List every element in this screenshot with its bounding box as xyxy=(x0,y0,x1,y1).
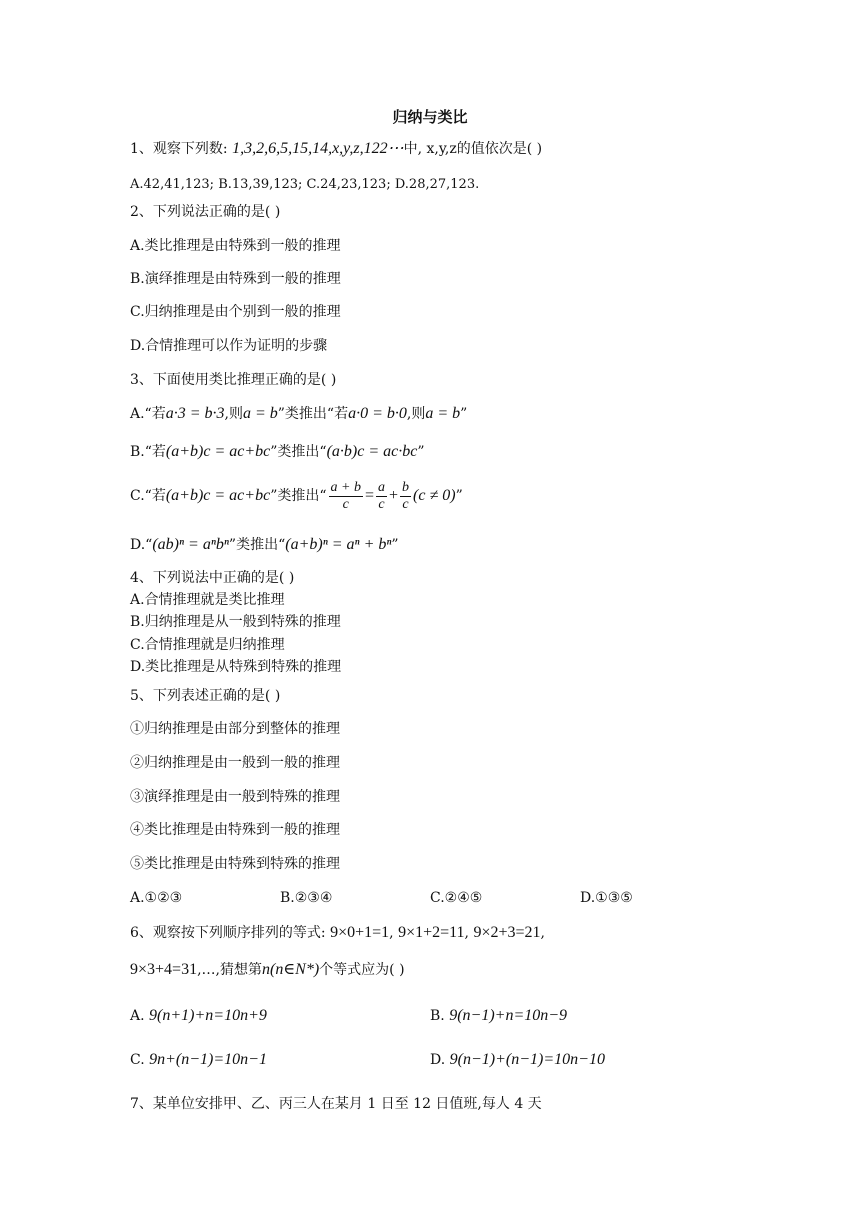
q3c-fraction-2 xyxy=(376,480,387,513)
fraction-numerator: a xyxy=(378,479,385,495)
q3c-condition: (c ≠ 0) xyxy=(413,487,456,504)
q6-text: ,…,猜想第 xyxy=(197,962,262,978)
question-4-option-d: D.类比推理是从特殊到特殊的推理 xyxy=(130,659,342,675)
question-5-option-a: A.①②③ xyxy=(130,890,183,906)
q3d-text: ”类推出“ xyxy=(228,537,286,553)
question-4-option-a: A.合情推理就是类比推理 xyxy=(130,592,285,608)
q3a-math-3: a·0 = b·0 xyxy=(348,405,407,422)
q6-option-c-math: 9n+(n−1)=10n−1 xyxy=(149,1051,267,1068)
question-2-option-a: A.类比推理是由特殊到一般的推理 xyxy=(130,238,341,254)
question-2-option-c: C.归纳推理是由个别到一般的推理 xyxy=(130,304,341,320)
question-3-option-b xyxy=(130,442,425,462)
question-5-option-c: C.②④⑤ xyxy=(430,890,483,906)
q3d-text: D.“ xyxy=(130,537,153,553)
plus-sign: + xyxy=(389,487,399,504)
q3b-text: ” xyxy=(417,444,425,460)
fraction-numerator: b xyxy=(402,479,410,495)
question-5-statement-5: ⑤类比推理是由特殊到特殊的推理 xyxy=(130,856,340,872)
q3a-math-2: a = b xyxy=(242,405,278,422)
question-6-option-d xyxy=(430,1050,605,1070)
q3a-math-4: a = b xyxy=(425,405,461,422)
q3a-text: ”类推出“若 xyxy=(277,406,349,422)
q3b-text: ”类推出“ xyxy=(270,444,327,460)
question-3-option-d xyxy=(130,535,399,555)
fraction-numerator: a + b xyxy=(330,479,361,495)
question-3-option-c xyxy=(130,478,463,514)
q6-equation-3: 9×2+3=21 xyxy=(473,924,541,941)
question-5-stem: 5、下列表述正确的是( ) xyxy=(130,688,281,704)
q6-option-a-math: 9(n+1)+n=10n+9 xyxy=(149,1007,267,1024)
q3a-text: A.“若 xyxy=(130,406,166,422)
q6-equation-4: 9×3+4=31 xyxy=(130,961,198,978)
question-2-option-d: D.合情推理可以作为证明的步骤 xyxy=(130,338,328,354)
fraction-denominator: c xyxy=(378,496,385,512)
q3c-math-1: (a+b)c = ac+bc xyxy=(165,487,271,504)
q6-option-d-math: 9(n−1)+(n−1)=10n−10 xyxy=(449,1051,605,1068)
question-6-stem-line-2 xyxy=(130,960,405,980)
q1-prefix: 1、观察下列数: xyxy=(130,141,228,157)
q3b-text: B.“若 xyxy=(130,444,166,460)
question-6-option-c xyxy=(130,1050,267,1070)
q3c-text: ” xyxy=(455,488,463,504)
question-5-statement-4: ④类比推理是由特殊到一般的推理 xyxy=(130,822,340,838)
question-5-statement-2: ②归纳推理是由一般到一般的推理 xyxy=(130,755,340,771)
question-2-option-b: B.演绎推理是由特殊到一般的推理 xyxy=(130,271,341,287)
option-label: C. xyxy=(130,1052,145,1068)
question-4-option-c: C.合情推理就是归纳推理 xyxy=(130,637,285,653)
question-4-option-b: B.归纳推理是从一般到特殊的推理 xyxy=(130,614,341,630)
q3c-text: ”类推出“ xyxy=(270,488,327,504)
question-3-option-a xyxy=(130,404,467,424)
fraction-denominator: c xyxy=(402,496,409,512)
q1-suffix: 中, x,y,z的值依次是( ) xyxy=(403,141,543,157)
page-title: 归纳与类比 xyxy=(392,108,468,126)
question-3-stem: 3、下面使用类比推理正确的是( ) xyxy=(130,372,337,388)
q6-equation-1: 9×0+1=1 xyxy=(330,924,390,941)
question-2-stem: 2、下列说法正确的是( ) xyxy=(130,204,281,220)
question-5-statement-1: ①归纳推理是由部分到整体的推理 xyxy=(130,721,340,737)
q3d-text: ” xyxy=(391,537,399,553)
q3a-math-1: a·3 = b·3 xyxy=(165,405,225,422)
fraction-denominator: c xyxy=(342,496,349,512)
q6-text: 个等式应为( ) xyxy=(319,962,405,978)
q3a-text: ” xyxy=(460,406,468,422)
q3c-fraction-1 xyxy=(329,480,363,513)
q3b-math-2: (a·b)c = ac·bc xyxy=(326,443,418,460)
question-4-stem: 4、下列说法中正确的是( ) xyxy=(130,570,295,586)
question-5-option-d: D.①③⑤ xyxy=(580,890,633,906)
question-5-option-b: B.②③④ xyxy=(280,890,333,906)
question-5-statement-3: ③演绎推理是由一般到特殊的推理 xyxy=(130,789,340,805)
q3d-math-1: (ab)ⁿ = aⁿbⁿ xyxy=(152,536,229,553)
q3b-math-1: (a+b)c = ac+bc xyxy=(165,443,271,460)
equals-sign: = xyxy=(364,487,374,504)
q3c-text: C.“若 xyxy=(130,488,166,504)
option-label: D. xyxy=(430,1052,446,1068)
q3c-fraction-3 xyxy=(400,480,411,513)
q3a-text: ,则 xyxy=(406,406,426,422)
question-6-stem-line-1: 6、观察按下列顺序排列的等式: 9×0+1=1, 9×1+2=11, 9×2+3=21, xyxy=(130,924,545,941)
q6-equation-2: 9×1+2=11 xyxy=(398,924,465,941)
question-6-option-a xyxy=(130,1006,267,1026)
option-label: B. xyxy=(430,1008,445,1024)
q3d-math-2: (a+b)ⁿ = aⁿ + bⁿ xyxy=(285,536,392,553)
question-1-options: A.42,41,123; B.13,39,123; C.24,23,123; D.28,27,123. xyxy=(130,177,480,192)
q6-n-variable: n(n∈N*) xyxy=(261,961,320,978)
q1-sequence: 1,3,2,6,5,15,14,x,y,z,122⋯ xyxy=(232,140,404,157)
question-1-stem xyxy=(130,139,542,159)
question-6-option-b xyxy=(430,1006,567,1026)
q6-option-b-math: 9(n−1)+n=10n−9 xyxy=(449,1007,568,1024)
question-7-stem: 7、某单位安排甲、乙、丙三人在某月 1 日至 12 日值班,每人 4 天 xyxy=(130,1096,542,1112)
q6-text: 6、观察按下列顺序排列的等式: xyxy=(130,925,326,941)
option-label: A. xyxy=(130,1008,145,1024)
q3a-text: ,则 xyxy=(224,406,243,422)
